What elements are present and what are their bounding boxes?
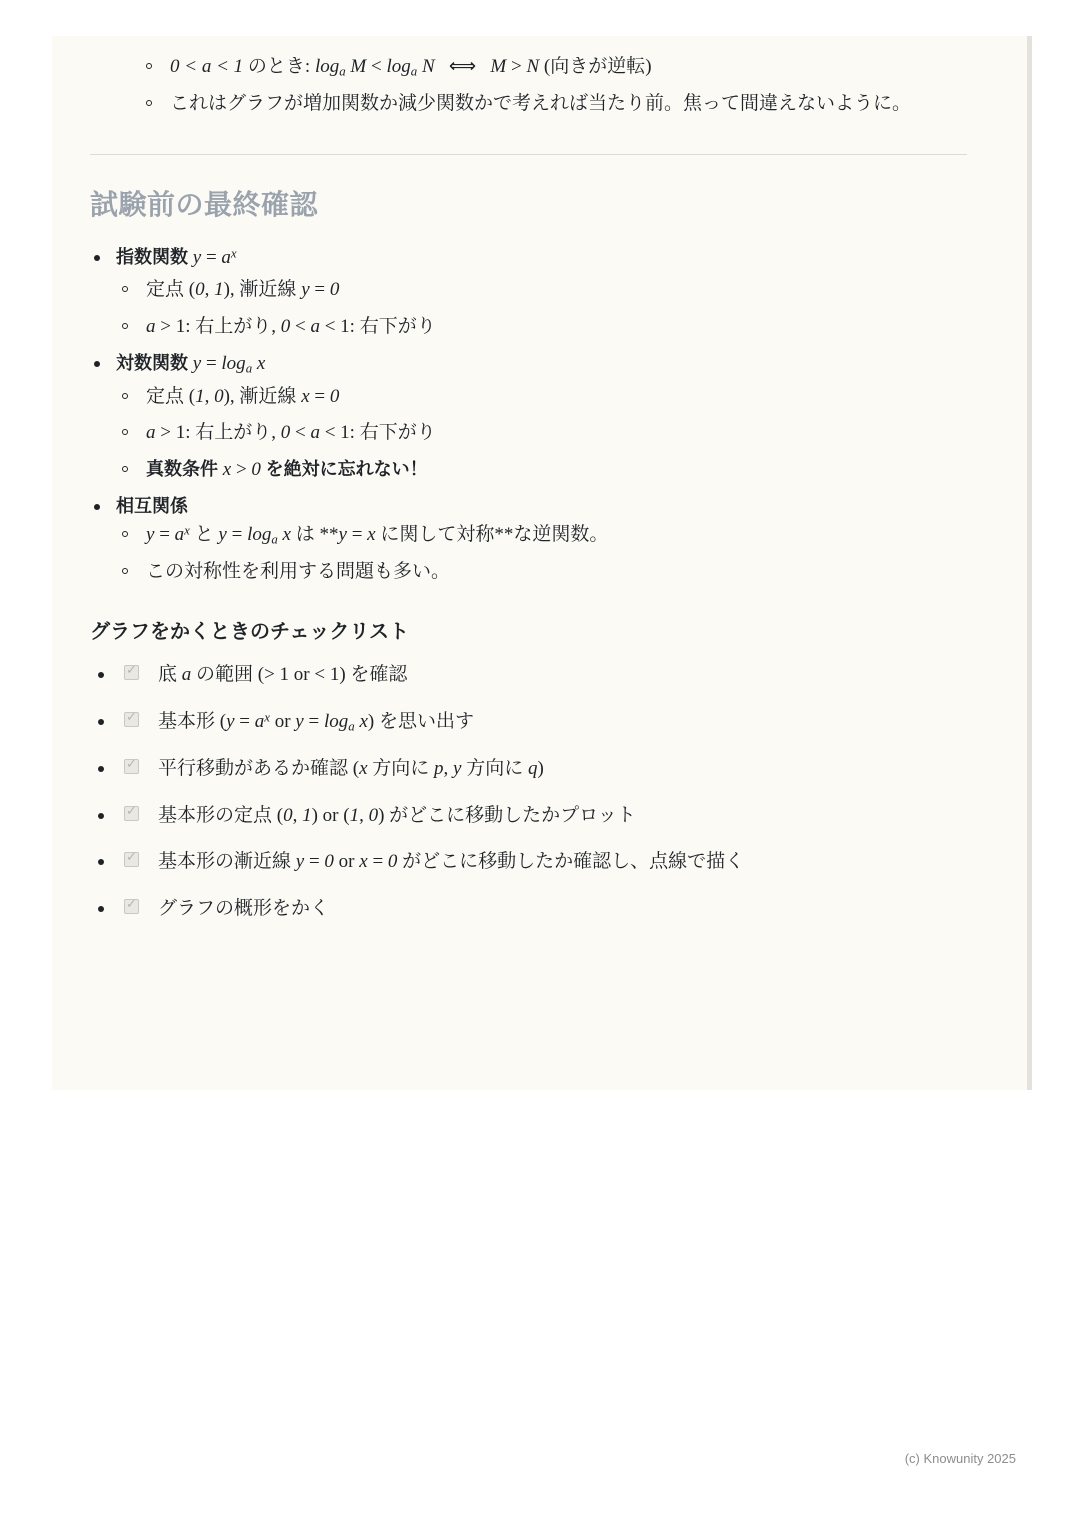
divider	[90, 154, 967, 155]
summary-list	[90, 243, 967, 588]
copyright-footer: (c) Knowunity 2025	[904, 1451, 1016, 1466]
document-page	[52, 36, 1032, 1090]
checkbox-icon[interactable]	[124, 899, 139, 914]
checkbox-icon[interactable]	[124, 759, 139, 774]
sub-list	[116, 520, 967, 588]
list-item: この対称性を利用する問題も多い。	[116, 557, 967, 588]
checklist-item[interactable]	[90, 660, 967, 691]
checklist-item-label: 底 a の範囲 (> 1 or < 1) を確認	[158, 664, 408, 686]
checkbox-icon[interactable]	[124, 665, 139, 680]
checklist-item-label: 基本形 ($y = a^x$ or $y = \log_a x$) を思い出す	[158, 709, 474, 734]
page-title: 試験前の最終確認	[90, 188, 319, 220]
math-text: 0 < a < 1	[170, 56, 244, 77]
carryover-list-block	[90, 52, 967, 120]
graph-checklist	[90, 660, 967, 925]
list-item: 対数関数 $y = \log_a x$ 定点 (1, 0), 漸近線 x = 0 a > 1: 右上がり, 0 < a < 1: 右下がり 真数条件 x > 0 を絶対に忘れない！	[90, 349, 967, 486]
checklist-item-label: 基本形の漸近線 y = 0 or x = 0 がどこに移動したか確認し、点線で描く	[158, 851, 745, 873]
checklist-item-label: 基本形の定点 (0, 1) or (1, 0) がどこに移動したかプロット	[158, 804, 636, 826]
sub-list	[116, 275, 967, 343]
list-item: 真数条件 x > 0 を絶対に忘れない！	[116, 455, 967, 486]
group-label: 対数関数	[116, 352, 188, 373]
checkbox-icon[interactable]	[124, 712, 139, 727]
checklist-item[interactable]	[90, 707, 967, 738]
checklist-item-label: 平行移動があるか確認 (x 方向に p, y 方向に q)	[158, 757, 544, 779]
list-item: 定点 (0, 1), 漸近線 y = 0	[116, 275, 967, 306]
list-item: 0 < a < 1 のとき: $\log_a M < \log_a N$ ⟺ M > N (向きが逆転)	[140, 52, 967, 83]
checklist-item[interactable]	[90, 894, 967, 925]
checkbox-icon[interactable]	[124, 806, 139, 821]
list-item	[90, 492, 967, 588]
checklist-item[interactable]	[90, 754, 967, 785]
checklist-item-label: グラフの概形をかく	[158, 898, 330, 920]
checklist-title: グラフをかくときのチェックリスト	[90, 621, 409, 644]
document-content	[52, 36, 1027, 925]
checkbox-icon[interactable]	[124, 852, 139, 867]
checklist-item[interactable]	[90, 801, 967, 832]
list-item: $y = a^x$ と $y = \log_a x$ は **y = x に関して対称**な逆関数。	[116, 520, 967, 551]
carryover-list	[140, 52, 967, 120]
list-item: これはグラフが増加関数か減少関数かで考えれば当たり前。焦って間違えないように。	[140, 89, 967, 120]
list-item: a > 1: 右上がり, 0 < a < 1: 右下がり	[116, 312, 967, 343]
list-item: 指数関数 $y = a^x$ 定点 (0, 1), 漸近線 y = 0 a > 1: 右上がり, 0 < a < 1: 右下がり	[90, 243, 967, 343]
group-label: 相互関係	[116, 495, 188, 516]
list-item: a > 1: 右上がり, 0 < a < 1: 右下がり	[116, 418, 967, 449]
list-item: 定点 (1, 0), 漸近線 x = 0	[116, 382, 967, 413]
sub-list	[116, 382, 967, 486]
checklist-item[interactable]	[90, 847, 967, 878]
group-label: 指数関数	[116, 246, 188, 267]
